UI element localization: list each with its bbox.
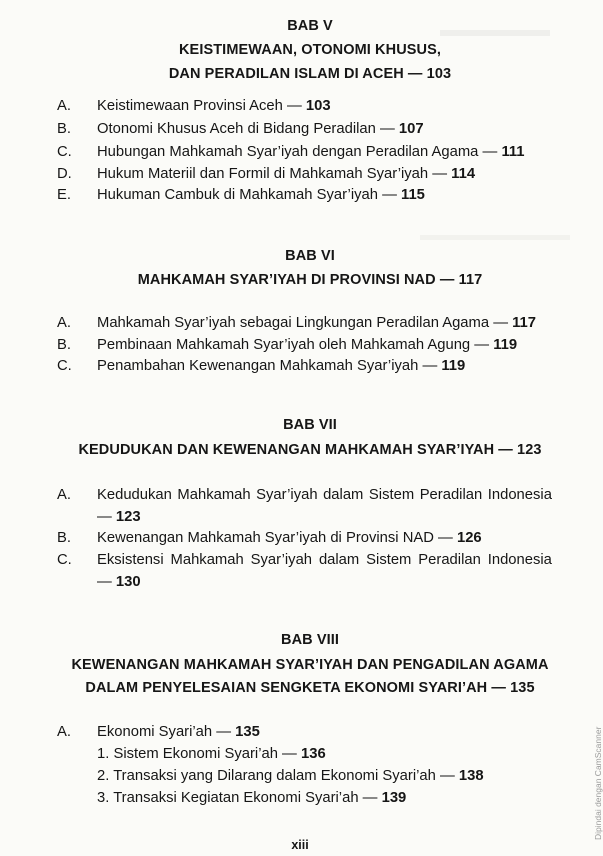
entry-letter: B. [57,337,71,353]
entry-letter: C. [57,358,72,374]
chapter-title [40,272,580,288]
entry-page: 115 [401,187,425,203]
subentry-text: Transaksi yang Dilarang dalam Ekonomi Syari’ah — [113,768,455,784]
entry-page: 119 [493,337,518,353]
chapter-title-text: MAHKAMAH SYAR’IYAH DI PROVINSI NAD — [137,272,455,288]
chapter-title: KEWENANGAN MAHKAMAH SYAR’IYAH DAN PENGADILAN AGAMA [71,657,549,673]
entry-letter: B. [57,121,71,137]
toc-subentry [97,765,484,787]
subentry-page: 138 [458,768,484,784]
chapter-page-number: 135 [510,680,535,696]
entry-text: Hubungan Mahkamah Syar’iyah dengan Peradilan Agama — [97,144,498,160]
entry-page: 111 [501,144,525,160]
chapter-title-text: KEDUDUKAN DAN KEWENANGAN MAHKAMAH SYAR’IYAH — [78,442,513,458]
entry-text: Hukum Materiil dan Formil di Mahkamah Syar’iyah — [97,166,448,182]
show-through-artifact [420,235,570,240]
entry-text: Ekonomi Syari’ah — [97,724,232,740]
subentry-text: Transaksi Kegiatan Ekonomi Syari’ah — [113,790,378,806]
entry-text: Hukuman Cambuk di Mahkamah Syar’iyah — [97,187,397,203]
page-number: xiii [291,838,309,852]
subentry-number: 2. [97,768,110,784]
chapter-page-number: 117 [458,272,483,288]
chapter-title-text: DAN PERADILAN ISLAM DI ACEH — [168,66,423,82]
chapter-title-text: DALAM PENYELESAIAN SENGKETA EKONOMI SYARI’AH — [85,680,506,696]
chapter-title [40,680,580,696]
entry-text: Pembinaan Mahkamah Syar’iyah oleh Mahkamah Agung — [97,337,490,353]
entry-text: Eksistensi Mahkamah Syar’iyah dalam Sistem Peradilan Indonesia [97,552,552,568]
entry-letter: A. [57,487,71,503]
entry-text: Keistimewaan Provinsi Aceh — [97,98,302,114]
entry-text: Penambahan Kewenangan Mahkamah Syar’iyah — [97,358,438,374]
chapter-title [40,442,580,458]
chapter-label: BAB VIII [281,632,339,648]
toc-subentry [97,743,326,765]
scanner-watermark-text: Dipindai dengan CamScanner [593,726,603,840]
scanner-watermark [582,700,603,840]
toc-subentry [97,787,406,809]
entry-page: 135 [235,724,260,740]
subentry-text: Sistem Ekonomi Syari’ah — [113,746,297,762]
entry-page: 114 [451,166,476,182]
subentry-page: 136 [300,746,326,762]
chapter-label: BAB VI [285,248,335,264]
entry-letter: C. [57,552,72,568]
entry-letter: A. [57,724,71,740]
entry-text: Otonomi Khusus Aceh di Bidang Peradilan — [97,121,395,137]
entry-dash: — [97,574,112,590]
chapter-title [40,66,580,82]
chapter-page-number: 103 [426,66,452,82]
entry-page: 123 [115,509,141,525]
subentry-page: 139 [381,790,407,806]
entry-dash: — [97,509,112,525]
chapter-label: BAB V [287,18,333,34]
chapter-page-number: 123 [517,442,542,458]
entry-letter: C. [57,144,72,160]
entry-text: Kedudukan Mahkamah Syar’iyah dalam Sistem Peradilan Indonesia [97,487,552,503]
chapter-title: KEISTIMEWAAN, OTONOMI KHUSUS, [178,42,442,58]
entry-page: 103 [305,98,331,114]
entry-page: 119 [441,358,466,374]
entry-page: 117 [512,315,537,331]
entry-letter: D. [57,166,72,182]
entry-letter: A. [57,315,71,331]
entry-text: Mahkamah Syar’iyah sebagai Lingkungan Peradilan Agama — [97,315,509,331]
chapter-label: BAB VII [283,417,337,433]
entry-letter: E. [57,187,71,203]
entry-page: 130 [115,574,141,590]
entry-letter: A. [57,98,71,114]
entry-page: 107 [398,121,424,137]
entry-page: 126 [456,530,482,546]
entry-text: Kewenangan Mahkamah Syar’iyah di Provinsi NAD — [97,530,453,546]
subentry-number: 1. [97,746,110,762]
subentry-number: 3. [97,790,110,806]
entry-letter: B. [57,530,71,546]
